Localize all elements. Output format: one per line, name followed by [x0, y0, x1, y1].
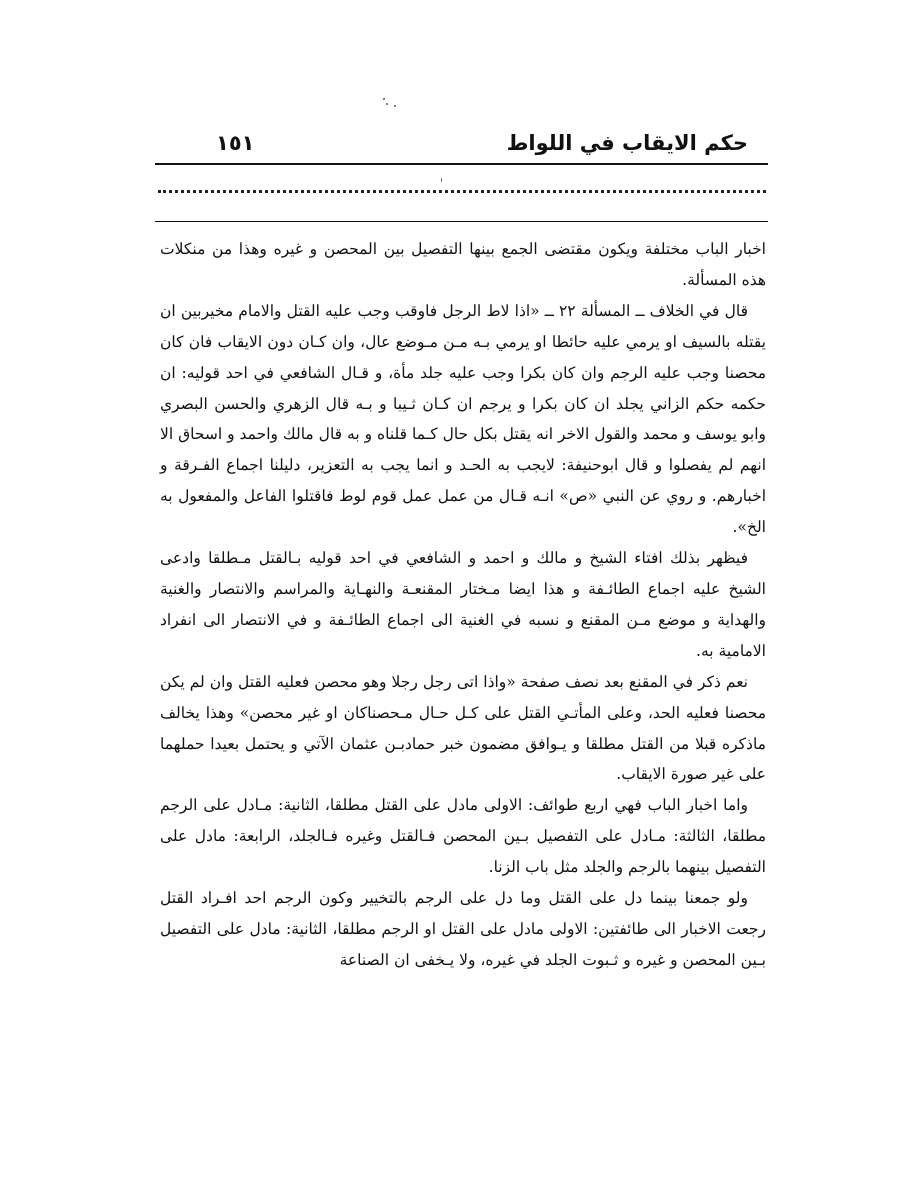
- paragraph-continuation: اخبار الباب مختلفة ويكون مقتضى الجمع بينها التفصيل بين المحصن و غيره وهذا من منكلات هذه المسألة.: [160, 240, 766, 289]
- scan-speck: [394, 105, 396, 107]
- running-title: حكم الايقاب في اللواط: [506, 131, 748, 155]
- page-header: [160, 128, 760, 162]
- scan-speck: [383, 98, 385, 100]
- paragraph-four-groups: واما اخبار الباب فهي اربع طوائف: الاولى مادل على القتل مطلقا، الثانية: مـادل على الرجم مطلقا، الثالثة: مـادل على التفصيل بـين المحصن فـالقتل وغيره فـالجلد، الرابعة: مادل على التفصيل بينهما بالرجم والجلد مثل باب الزنا.: [160, 796, 766, 877]
- scan-speck: [386, 103, 388, 105]
- paragraph-reconciliation: ولو جمعنا بينما دل على القتل وما دل على الرجم بالتخيير وكون الرجم احد افـراد القتل رجعت الاخبار الى طائفتين: الاولى مادل على القتل او الرجم مطلقا، الثانية: مادل على التفصيل بـين المحصن و غيره و ثـبوت الجلد في غيره، ولا يـخفى ان الصناعة: [160, 889, 766, 969]
- header-rule: [155, 163, 768, 165]
- dotted-separator: [158, 190, 766, 193]
- body-top-rule: [155, 221, 768, 222]
- paragraph-muqni-note: نعم ذكر في المقنع بعد نصف صفحة «واذا اتى رجل رجلا وهو محصن فعليه القتل وان لم يكن محصنا فعليه الحد، وعلى المأتـي القتل على كـل حـال مـحصناكان او غير محصن» وهذا يخالف ماذكره قبلا من القتل مطلقا و يـوافق مضمون خبر حمادبـن عثمان الآتي و يحتمل بعيدا حملهما على غير صورة الايقاب.: [160, 672, 766, 784]
- page-number: ١٥١: [216, 131, 255, 155]
- paragraph-khilaf-quote: قال في الخلاف ــ المسألة ٢٢ ــ «اذا لاط الرجل فاوقب وجب عليه القتل والامام مخيربين ان يقتله بالسيف او يرمي عليه حائطا او يرمي بـه مـن مـوضع عال، وان كـان دون الايقاب فان كان محصنا وجب عليه الرجم وان كان بكرا وجب عليه جلد مأة، و قـال الشافعي في احد قوليه: ان حكمه حكم الزاني يجلد ان كان بكرا و يرجم ان كـان ثـيبا و بـه قال الزهري والحسن البصري وابو يوسف و محمد والقول الاخر انه يقتل بكل حال كـما قلناه و به قال مالك واحمد و اسحاق الا انهم لم يفصلوا و قال ابوحنيفة: لايجب به الحـد و انما يجب به التعزير، دليلنا اجماع الفـرقة و اخبارهم. و روي عن النبي «ص» انـه قـال من عمل عمل قوم لوط فاقتلوا الفاعل والمفعول به الخ».: [160, 301, 766, 537]
- body-text: [160, 234, 766, 976]
- paragraph-fatwa-summary: فيظهر بذلك افتاء الشيخ و مالك و احمد و الشافعي في احد قوليه بـالقتل مـطلقا وادعى الشيخ عليه اجماع الطائـفة و هذا ايضا مـختار المقنعـة والنهـاية والمراسم والانتصار والغنية والهداية و موضع مـن المقنع و نسبه في الغنية الى اجماع الطائـفة و في الانتصار الى انفراد الامامية به.: [160, 549, 766, 660]
- scan-speck: [441, 178, 442, 182]
